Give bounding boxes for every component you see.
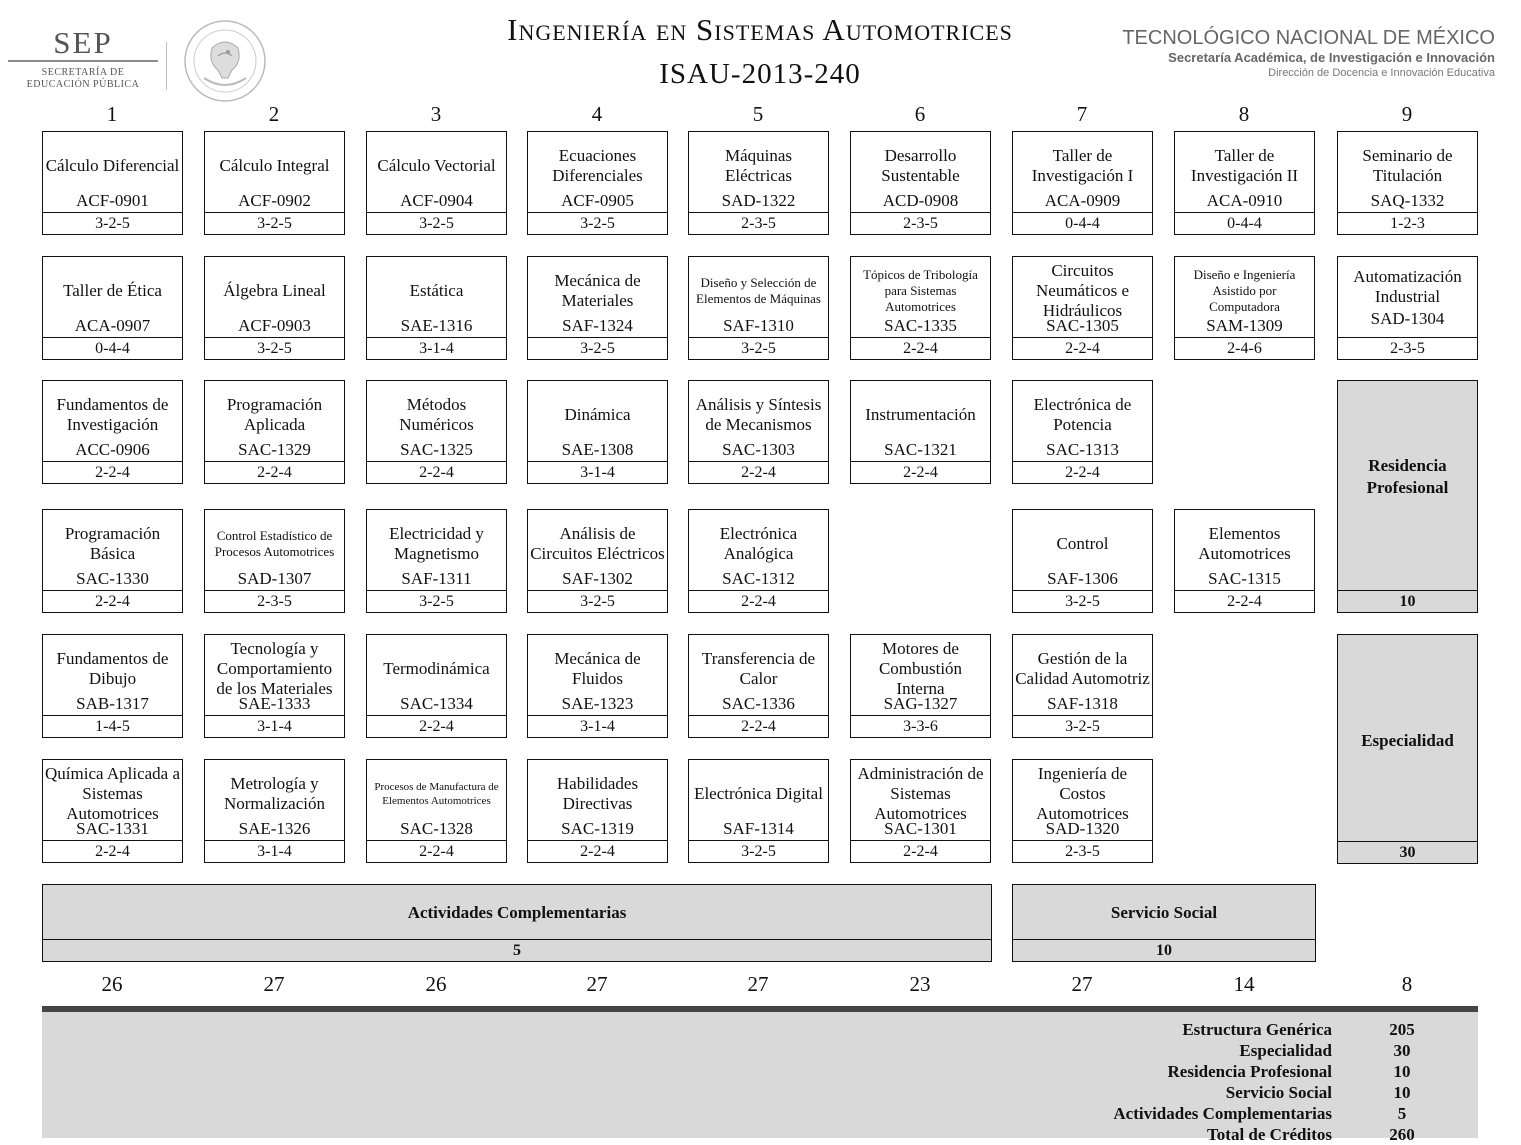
course-credits: 3-1-4 [205,715,344,738]
course-credits: 3-2-5 [205,212,344,235]
course-code: SAC-1329 [238,440,311,459]
course-credits: 3-2-5 [528,590,667,613]
course-code: SAC-1313 [1046,440,1119,459]
course-credits: 3-2-5 [43,212,182,235]
course-name: Tópicos de Tribología para Sistemas Automotrices [863,267,978,314]
course-credits: 0-4-4 [43,337,182,360]
course-credits: 3-1-4 [528,715,667,738]
course-card [527,131,668,235]
course-credits: 2-2-4 [851,840,990,863]
course-code: SAD-1304 [1370,309,1445,328]
course-credits: 2-2-4 [205,461,344,484]
summary-label: Estructura Genérica [1182,1020,1332,1039]
course-code: SAC-1335 [884,316,957,335]
course-credits: 2-2-4 [689,715,828,738]
course-card [42,131,183,235]
course-card [688,380,829,484]
course-name: Tecnología y Comportamiento de los Materiales [216,639,333,698]
course-credits: 3-2-5 [528,337,667,360]
course-code: SAG-1327 [883,694,958,713]
course-name: Seminario de Titulación [1362,146,1453,185]
course-code: ACF-0904 [400,191,473,210]
course-name: Ecuaciones Diferenciales [552,146,643,185]
course-code: SAC-1336 [722,694,795,713]
course-code: ACF-0905 [561,191,634,210]
course-name: Taller de Ética [63,281,162,300]
summary-row [878,1124,1478,1145]
course-name: Taller de Investigación I [1031,146,1134,185]
course-name: Cálculo Diferencial [45,156,180,175]
course-card [527,380,668,484]
residencia-label: Residencia Profesional [1366,456,1449,497]
course-credits: 2-3-5 [689,212,828,235]
course-code: SAC-1334 [400,694,473,713]
summary-row [878,1082,1478,1103]
course-card [688,759,829,863]
course-name: Electrónica de Potencia [1033,395,1132,434]
summary-value: 10 [1393,1062,1411,1081]
summary-label: Especialidad [1239,1041,1332,1060]
course-card [688,256,829,360]
summary-label: Residencia Profesional [1167,1062,1332,1081]
course-name: Cálculo Vectorial [377,156,496,175]
course-code: SAF-1306 [1047,569,1118,588]
semester-number: 8 [1238,102,1250,126]
course-name: Motores de Combustión Interna [878,639,963,698]
course-credits: 2-2-4 [43,840,182,863]
course-code: SAQ-1332 [1370,191,1445,210]
course-code: ACA-0910 [1206,191,1283,210]
course-card [366,634,507,738]
summary-row [878,1103,1478,1124]
course-credits: 2-3-5 [851,212,990,235]
course-card [204,131,345,235]
course-credits: 3-1-4 [528,461,667,484]
course-code: SAE-1323 [561,694,634,713]
course-name: Álgebra Lineal [223,281,326,300]
course-card [366,380,507,484]
page-title: Ingeniería en Sistemas Automotrices [507,12,1013,47]
course-card [42,759,183,863]
tecnm-name: TECNOLÓGICO NACIONAL DE MÉXICO [1122,27,1495,49]
servicio-label: Servicio Social [1110,903,1218,922]
course-name: Control Estadístico de Procesos Automotrices [214,528,335,559]
course-name: Ingeniería de Costos Automotrices [1036,764,1129,823]
course-card [204,759,345,863]
course-code: ACF-0903 [238,316,311,335]
sep-logo-subtext-2: EDUCACIÓN PÚBLICA [26,79,140,90]
course-name: Electrónica Analógica [719,524,798,563]
semester-number: 4 [591,102,603,126]
course-name: Elementos Automotrices [1198,524,1291,563]
course-card [1174,256,1315,360]
semester-total: 27 [1071,972,1093,996]
course-credits: 2-3-5 [1013,840,1152,863]
course-code: SAF-1318 [1047,694,1118,713]
course-name: Habilidades Directivas [556,774,639,813]
servicio-credits: 10 [1013,939,1315,961]
course-name: Electricidad y Magnetismo [389,524,484,563]
sep-logo-text: SEP [53,25,113,60]
course-card [1012,634,1153,738]
course-code: SAC-1303 [722,440,795,459]
semester-number: 5 [752,102,764,126]
course-card [1012,256,1153,360]
course-name: Desarrollo Sustentable [881,146,960,185]
course-name: Circuitos Neumáticos e Hidráulicos [1036,261,1129,320]
course-name: Taller de Investigación II [1190,146,1299,185]
course-credits: 2-2-4 [851,337,990,360]
course-credits: 3-1-4 [205,840,344,863]
course-credits: 0-4-4 [1013,212,1152,235]
course-credits: 2-2-4 [851,461,990,484]
course-code: ACA-0909 [1044,191,1121,210]
course-name: Programación Básica [64,524,161,563]
semester-total: 23 [909,972,931,996]
course-card [1012,759,1153,863]
summary-label: Servicio Social [1225,1083,1332,1102]
summary-value: 260 [1389,1125,1415,1144]
course-credits: 3-2-5 [367,212,506,235]
credits-summary [42,1006,1478,1144]
course-credits: 3-2-5 [689,840,828,863]
actividades-block [42,884,992,962]
sep-logo-subtext-1: SECRETARÍA DE [41,67,125,78]
summary-value: 205 [1389,1020,1415,1039]
course-name: Gestión de la Calidad Automotriz [1015,649,1150,688]
course-credits: 2-2-4 [367,840,506,863]
plan-code: ISAU-2013-240 [659,58,861,90]
course-name: Métodos Numéricos [399,395,474,434]
semester-total: 27 [586,972,608,996]
course-card [1012,131,1153,235]
course-card [688,634,829,738]
course-card [850,131,991,235]
sep-logo [8,26,158,91]
course-name: Instrumentación [865,405,976,424]
course-card [366,131,507,235]
course-code: SAD-1307 [237,569,312,588]
tecnm-secretaria: Secretaría Académica, de Investigación e Innovación [1168,50,1495,65]
summary-row [878,1019,1478,1040]
course-name: Fundamentos de Dibujo [56,649,169,688]
course-name: Administración de Sistemas Automotrices [857,764,984,823]
course-card [850,759,991,863]
course-card [1174,509,1315,613]
course-name: Diseño e Ingeniería Asistido por Computadora [1193,267,1296,314]
course-credits: 2-2-4 [367,715,506,738]
course-credits: 3-2-5 [689,337,828,360]
semester-number: 6 [914,102,926,126]
summary-row [878,1061,1478,1082]
semester-total: 14 [1233,972,1255,996]
sep-logo-rule [8,60,158,62]
course-credits: 2-2-4 [1013,337,1152,360]
especialidad-credits: 30 [1338,841,1477,863]
summary-value: 30 [1393,1041,1411,1060]
semester-total: 26 [425,972,447,996]
semester-total: 8 [1401,972,1413,996]
course-code: SAC-1305 [1046,316,1119,335]
course-code: SAC-1315 [1208,569,1281,588]
summary-label: Total de Créditos [1207,1125,1332,1144]
course-card [42,380,183,484]
course-credits: 2-3-5 [205,590,344,613]
semester-total: 27 [747,972,769,996]
course-code: SAC-1330 [76,569,149,588]
course-name: Análisis y Síntesis de Mecanismos [695,395,822,434]
semester-total: 26 [101,972,123,996]
course-name: Control [1056,534,1109,553]
course-name: Mecánica de Materiales [554,271,641,310]
course-name: Termodinámica [383,659,490,678]
course-card [42,256,183,360]
course-code: ACD-0908 [882,191,959,210]
especialidad-block [1337,634,1478,864]
course-card [204,509,345,613]
course-name: Estática [409,281,464,300]
header-divider [166,42,167,90]
servicio-block [1012,884,1316,962]
course-card [42,509,183,613]
course-name: Procesos de Manufactura de Elementos Automotrices [374,781,499,807]
course-credits: 3-3-6 [851,715,990,738]
course-card [850,256,991,360]
course-name: Fundamentos de Investigación [56,395,169,434]
course-card [366,759,507,863]
course-code: SAF-1310 [723,316,794,335]
course-code: ACA-0907 [74,316,151,335]
course-credits: 2-2-4 [43,590,182,613]
course-code: SAE-1333 [238,694,311,713]
course-code: SAD-1320 [1045,819,1120,838]
course-card [1337,256,1478,360]
course-name: Dinámica [564,405,631,424]
residencia-credits: 10 [1338,590,1477,612]
course-name: Programación Aplicada [226,395,323,434]
course-card [850,634,991,738]
course-card [688,131,829,235]
course-name: Análisis de Circuitos Eléctricos [530,524,665,563]
course-card [688,509,829,613]
summary-label: Actividades Complementarias [1113,1104,1332,1123]
course-credits: 3-1-4 [367,337,506,360]
semester-number: 3 [430,102,442,126]
actividades-label: Actividades Complementarias [407,903,627,922]
course-code: SAC-1312 [722,569,795,588]
course-credits: 1-2-3 [1338,212,1477,235]
course-card [1174,131,1315,235]
course-code: ACF-0901 [76,191,149,210]
course-card [1012,509,1153,613]
course-code: SAC-1319 [561,819,634,838]
course-code: ACF-0902 [238,191,311,210]
tecnm-logo [1122,26,1495,80]
course-code: SAF-1302 [562,569,633,588]
course-code: SAE-1326 [238,819,311,838]
course-name: Metrología y Normalización [223,774,325,813]
course-credits: 1-4-5 [43,715,182,738]
course-code: SAE-1316 [400,316,473,335]
actividades-credits: 5 [43,939,991,961]
summary-value: 5 [1397,1104,1407,1123]
course-card [850,380,991,484]
course-name: Mecánica de Fluidos [554,649,641,688]
course-credits: 2-2-4 [1175,590,1314,613]
course-credits: 2-2-4 [43,461,182,484]
course-credits: 3-2-5 [205,337,344,360]
course-credits: 3-2-5 [1013,590,1152,613]
summary-value: 10 [1393,1083,1411,1102]
course-code: SAE-1308 [561,440,634,459]
course-credits: 2-2-4 [689,590,828,613]
course-name: Transferencia de Calor [701,649,816,688]
course-card [527,634,668,738]
course-card [366,256,507,360]
course-code: SAM-1309 [1206,316,1283,335]
course-code: ACC-0906 [75,440,150,459]
course-card [527,509,668,613]
course-code: SAF-1311 [401,569,472,588]
semester-number: 1 [106,102,118,126]
course-code: SAF-1314 [723,819,794,838]
course-card [204,256,345,360]
course-credits: 0-4-4 [1175,212,1314,235]
course-card [527,759,668,863]
course-code: SAC-1301 [884,819,957,838]
semester-number: 7 [1076,102,1088,126]
course-card [204,634,345,738]
course-card [1012,380,1153,484]
semester-number: 9 [1401,102,1413,126]
course-name: Electrónica Digital [694,784,823,803]
course-card [204,380,345,484]
course-code: SAD-1322 [721,191,796,210]
course-card [366,509,507,613]
course-card [42,634,183,738]
course-name: Diseño y Selección de Elementos de Máquinas [696,275,821,306]
course-code: SAC-1321 [884,440,957,459]
summary-row [878,1040,1478,1061]
course-credits: 3-2-5 [1013,715,1152,738]
course-code: SAC-1325 [400,440,473,459]
course-code: SAC-1328 [400,819,473,838]
course-credits: 2-3-5 [1338,337,1477,360]
course-credits: 2-2-4 [367,461,506,484]
tecnm-direccion: Dirección de Docencia e Innovación Educativa [1268,67,1495,79]
semester-total: 27 [263,972,285,996]
course-credits: 2-2-4 [1013,461,1152,484]
semester-number: 2 [268,102,280,126]
course-credits: 2-2-4 [528,840,667,863]
course-credits: 2-4-6 [1175,337,1314,360]
course-name: Automatización Industrial [1353,267,1462,306]
course-credits: 3-2-5 [367,590,506,613]
course-code: SAF-1324 [562,316,633,335]
course-credits: 3-2-5 [528,212,667,235]
course-card [1337,131,1478,235]
course-credits: 2-2-4 [689,461,828,484]
course-name: Cálculo Integral [219,156,330,175]
course-code: SAB-1317 [76,694,149,713]
course-name: Máquinas Eléctricas [724,146,793,185]
course-code: SAC-1331 [76,819,149,838]
coat-of-arms-icon [182,18,268,104]
course-name: Química Aplicada a Sistemas Automotrices [45,764,181,823]
residencia-block [1337,380,1478,613]
especialidad-label: Especialidad [1361,731,1454,750]
course-card [527,256,668,360]
